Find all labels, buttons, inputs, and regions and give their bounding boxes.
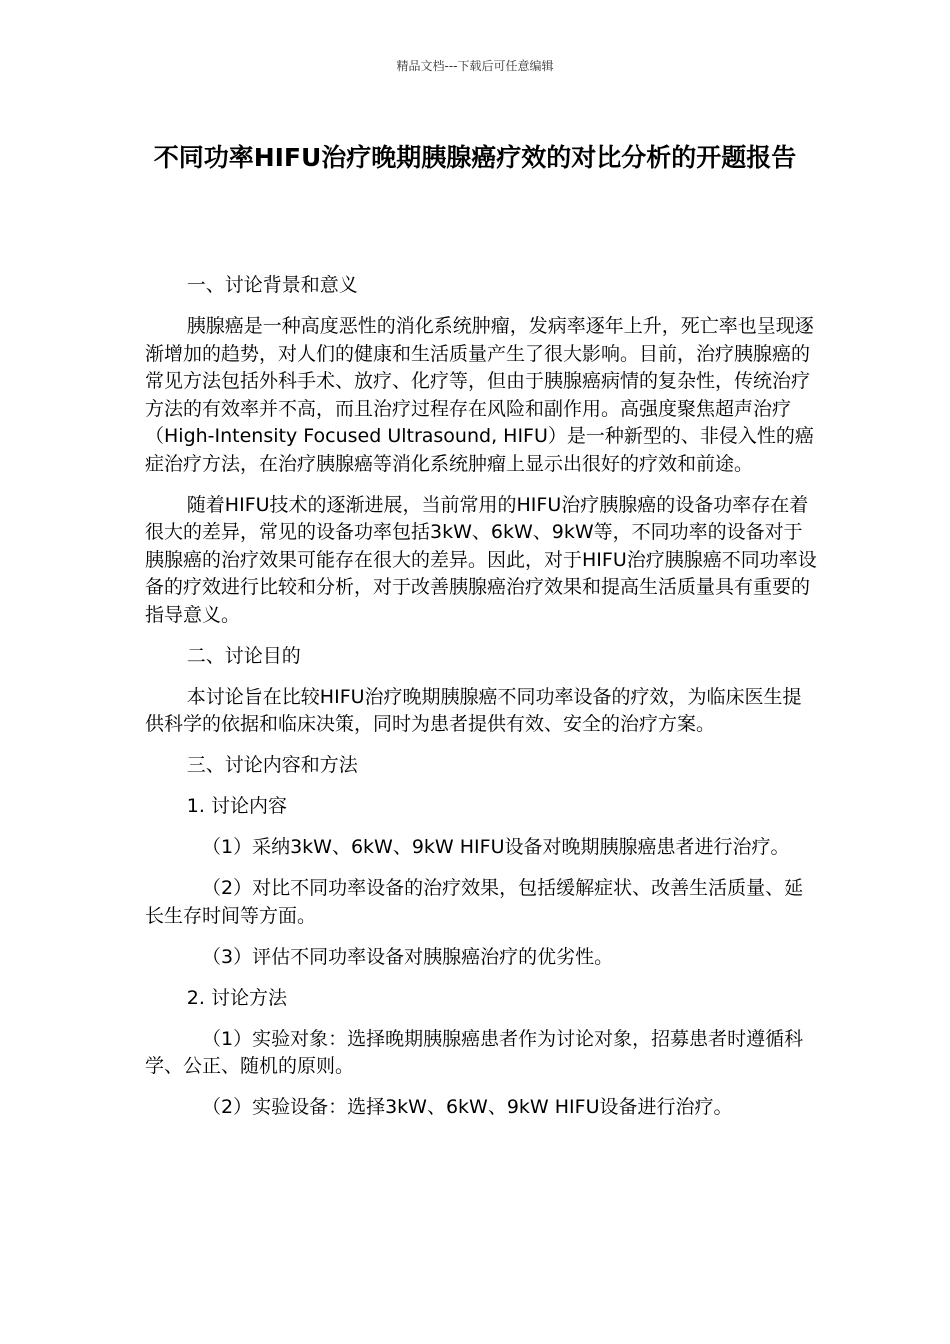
document-body (145, 272, 817, 1122)
subsection-heading-content: 1. 讨论内容 (186, 795, 287, 817)
section-heading-methods: 三、讨论内容和方法 (186, 754, 358, 776)
paragraph-purpose: 本讨论旨在比较HIFU治疗晚期胰腺癌不同功率设备的疗效，为临床医生提供科学的依据和临床决策，同时为患者提供有效、安全的治疗方案。 (145, 685, 802, 735)
page-header: 精品文档---下载后可任意编辑 (396, 59, 554, 73)
list-item-content-2: （2）对比不同功率设备的治疗效果，包括缓解症状、改善生活质量、延长生存时间等方面。 (145, 877, 804, 927)
list-item-method-1: （1）实验对象：选择晚期胰腺癌患者作为讨论对象，招募患者时遵循科学、公正、随机的原则。 (145, 1027, 804, 1077)
document-title: 不同功率HIFU治疗晚期胰腺癌疗效的对比分析的开题报告 (153, 143, 797, 172)
list-item-method-2: （2）实验设备：选择3kW、6kW、9kW HIFU设备进行治疗。 (202, 1096, 733, 1118)
list-item-content-1: （1）采纳3kW、6kW、9kW HIFU设备对晚期胰腺癌患者进行治疗。 (202, 836, 790, 858)
paragraph-background-1: 胰腺癌是一种高度恶性的消化系统肿瘤，发病率逐年上升，死亡率也呈现逐渐增加的趋势，对人们的健康和生活质量产生了很大影响。目前，治疗胰腺癌的常见方法包括外科手术、放疗、化疗等，但由于胰腺癌病情的复杂性，传统治疗方法的有效率并不高，而且治疗过程存在风险和副作用。高强度聚焦超声治疗（High-Intensity Focused Ultrasound, HIFU）是一种新型的、非侵入性的癌症治疗方法，在治疗胰腺癌等消化系统肿瘤上显示出很好的疗效和前途。 (145, 315, 814, 475)
section-heading-background: 一、讨论背景和意义 (186, 274, 358, 296)
subsection-heading-method: 2. 讨论方法 (186, 986, 287, 1009)
list-item-content-3: （3）评估不同功率设备对胰腺癌治疗的优劣性。 (202, 945, 614, 968)
paragraph-background-2: 随着HIFU技术的逐渐进展，当前常用的HIFU治疗胰腺癌的设备功率存在着很大的差异，常见的设备功率包括3kW、6kW、9kW等，不同功率的设备对于胰腺癌的治疗效果可能存在很大的差异。因此，对于HIFU治疗胰腺癌不同功率设备的疗效进行比较和分析，对于改善胰腺癌治疗效果和提高生活质量具有重要的指导意义。 (145, 493, 817, 626)
section-heading-purpose: 二、讨论目的 (186, 644, 301, 667)
